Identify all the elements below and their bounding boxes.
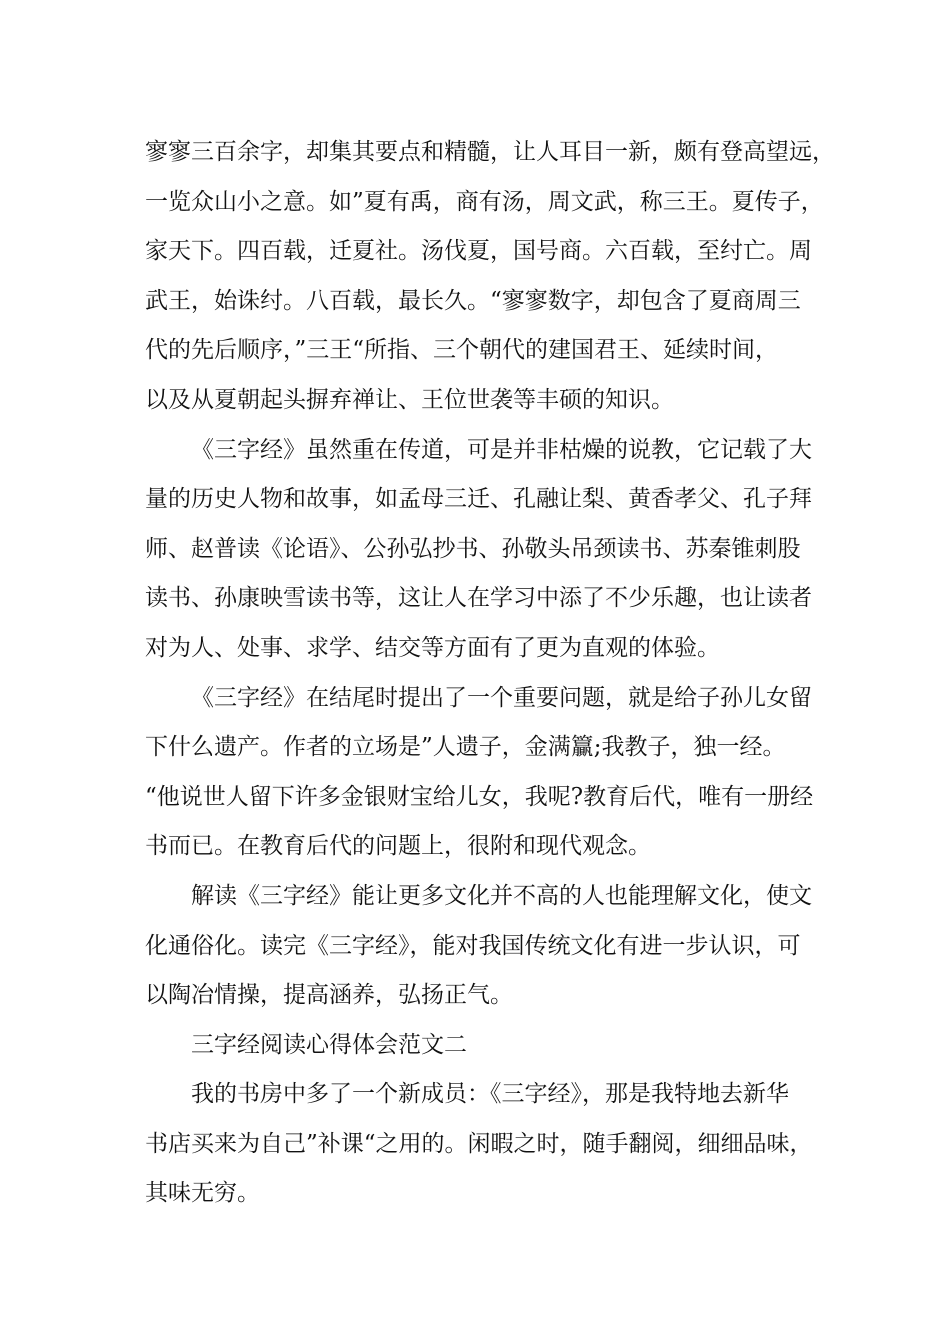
text-line: “他说世人留下许多金银财宝给儿女，我呢?教育后代，唯有一册经 (145, 783, 814, 810)
text-line: 读书、孙康映雪读书等，这让人在学习中添了不少乐趣，也让读者 (145, 585, 812, 612)
section-heading: 三字经阅读心得体会范文二 (191, 1031, 467, 1058)
text-line: 书而已。在教育后代的问题上，很附和现代观念。 (145, 833, 651, 860)
paragraph-first-line: 《三字经》虽然重在传道，可是并非枯燥的说教，它记载了大 (191, 436, 812, 463)
text-line: 以及从夏朝起头摒弃禅让、王位世袭等丰硕的知识。 (145, 386, 674, 413)
text-line: 量的历史人物和故事，如孟母三迁、孔融让梨、黄香孝父、孔子拜 (145, 486, 812, 513)
text-line: 师、赵普读《论语》、公孙弘抄书、孙敬头吊颈读书、苏秦锥刺股 (145, 535, 801, 562)
text-line: 代的先后顺序，”三王“所指、三个朝代的建国君王、延续时间， (145, 337, 779, 364)
paragraph-first-line: 我的书房中多了一个新成员：《三字经》，那是我特地去新华 (191, 1081, 789, 1108)
text-line: 武王，始诛纣。八百载，最长久。“寥寥数字，却包含了夏商周三 (145, 287, 801, 314)
text-line: 一览众山小之意。如”夏有禹，商有汤，周文武，称三王。夏传子， (145, 188, 824, 215)
paragraph-first-line: 解读《三字经》能让更多文化并不高的人也能理解文化，使文 (191, 882, 812, 909)
text-line: 以陶冶情操，提高涵养，弘扬正气。 (145, 982, 513, 1009)
document-body (145, 128, 845, 1219)
text-line: 其味无穷。 (145, 1180, 260, 1207)
text-line: 寥寥三百余字，却集其要点和精髓，让人耳目一新，颇有登高望远， (145, 139, 835, 165)
text-line: 下什么遗产。作者的立场是”人遗子，金满籯;我教子，独一经。 (145, 734, 786, 761)
text-line: 家天下。四百载，迁夏社。汤伐夏，国号商。六百载，至纣亡。周 (145, 238, 812, 265)
paragraph-first-line: 《三字经》在结尾时提出了一个重要问题，就是给子孙儿女留 (191, 684, 812, 711)
text-line: 化通俗化。读完《三字经》，能对我国传统文化有进一步认识，可 (145, 932, 801, 959)
text-line: 对为人、处事、求学、结交等方面有了更为直观的体验。 (145, 634, 720, 661)
text-line: 书店买来为自己”补课“之用的。闲暇之时，随手翻阅，细细品味， (145, 1130, 813, 1157)
